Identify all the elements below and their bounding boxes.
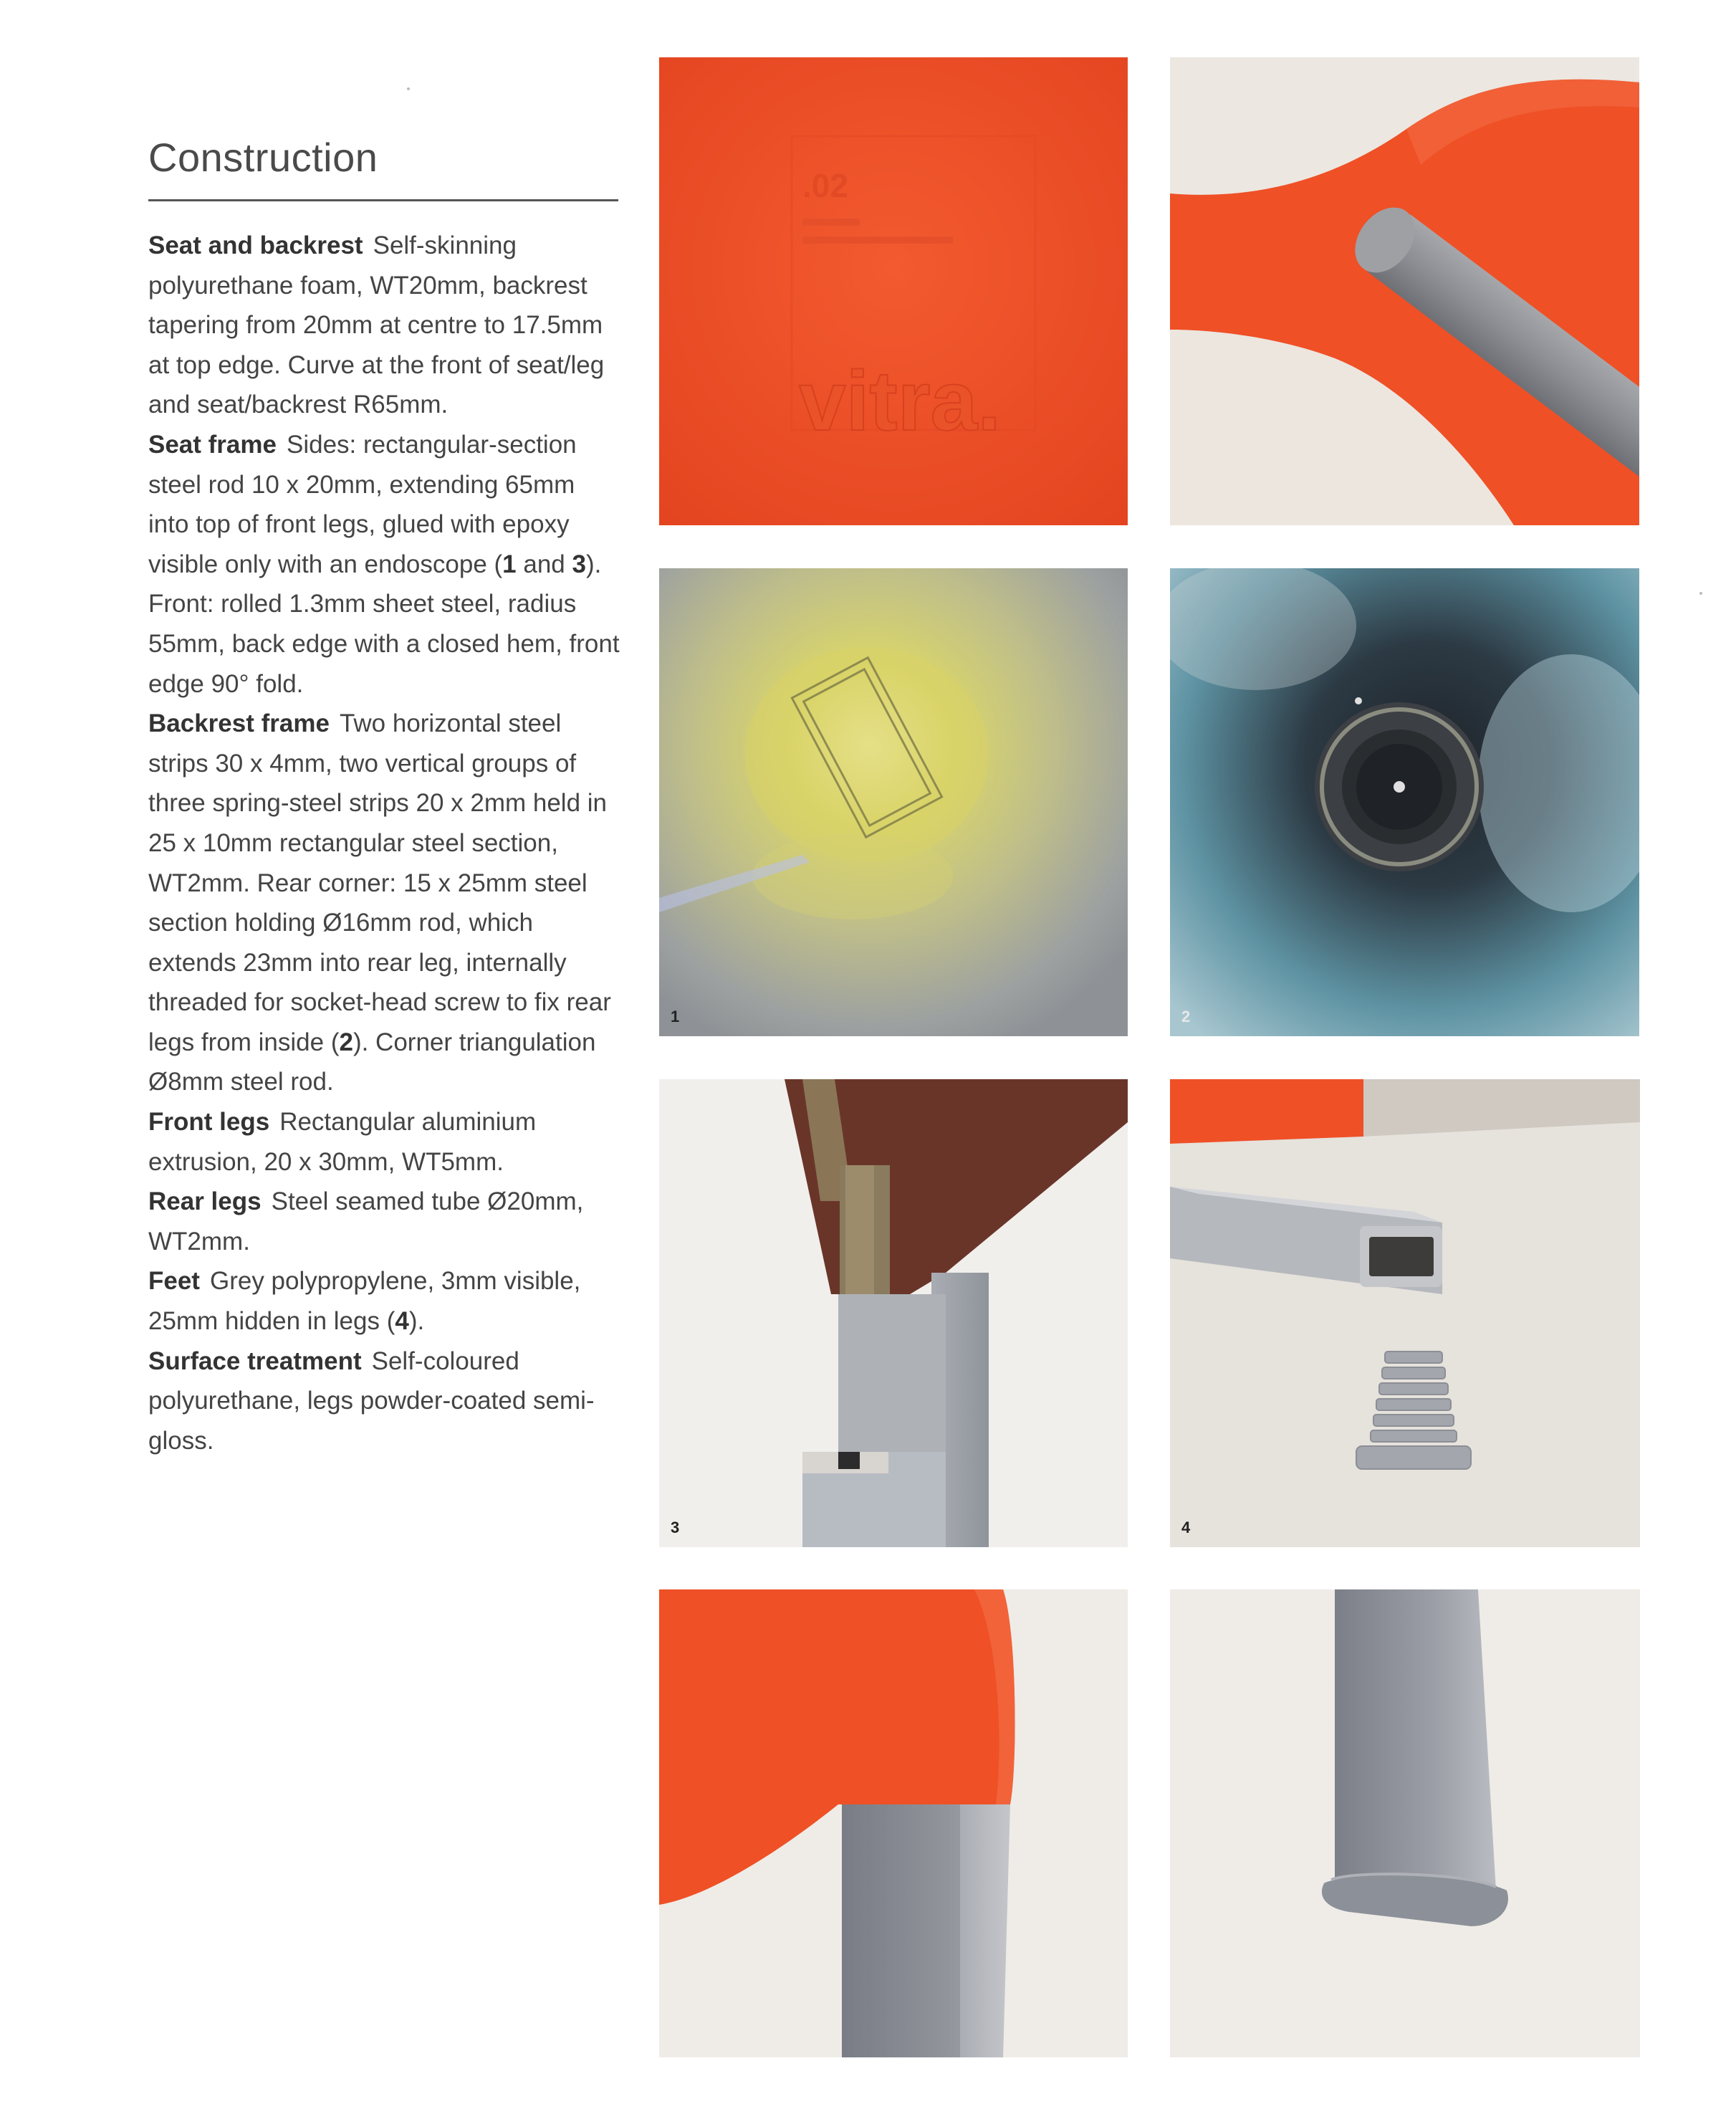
spec-text: Self-skinning polyurethane foam, WT20mm, backrest tapering from 20mm at centre to 17.5mm at top edge. Curve at the front of seat/leg and seat/backrest R65mm.: [148, 231, 605, 419]
photo-leg-section: [659, 1079, 1128, 1547]
page-title: Construction: [148, 135, 378, 180]
scan-speck: [1699, 592, 1702, 595]
spec-text: ).: [408, 1307, 425, 1336]
spec-label: Seat frame: [148, 430, 277, 459]
svg-text:.02: .02: [802, 167, 848, 204]
spec-text: and: [516, 550, 572, 578]
photo-seat-corner: [659, 1589, 1128, 2057]
foot-insert-image: [1170, 1079, 1640, 1547]
spec-feet: [148, 1261, 621, 1341]
spec-label: Front legs: [148, 1108, 270, 1137]
spec-label: Surface treatment: [148, 1347, 362, 1375]
figure-ref: 4: [395, 1307, 409, 1336]
endoscope-2-image: [1170, 568, 1639, 1036]
leg-section-image: [659, 1079, 1128, 1547]
photo-foot-insert: [1170, 1079, 1640, 1547]
photo-endoscope-1: [659, 568, 1128, 1036]
spec-front-legs: [148, 1102, 621, 1182]
spec-text: Two horizontal steel strips 30 x 4mm, two vertical groups of three spring-steel strips 20 x 2mm held in 25 x 10mm rectangular steel section, WT2mm. Rear corner: 15 x 25mm steel section holding Ø16mm rod, which extends 23mm into rear leg, internally threaded for socket-head screw to fix rear legs from inside (: [148, 709, 611, 1056]
spec-seat-and-backrest: [148, 226, 621, 425]
spec-text: Steel seamed tube Ø20mm, WT2mm.: [148, 1187, 584, 1256]
spec-label: Backrest frame: [148, 709, 330, 738]
spec-rear-legs: [148, 1182, 621, 1261]
embossed-logo: vitra.: [799, 354, 1002, 449]
endoscope-1-image: [659, 568, 1128, 1036]
photo-number: 3: [671, 1518, 680, 1536]
spec-backrest-frame: [148, 704, 621, 1102]
spec-text: ). Corner triangulation Ø8mm steel rod.: [148, 1028, 596, 1096]
spec-label: Seat and backrest: [148, 231, 363, 259]
seat-corner-image: [659, 1589, 1128, 2057]
spec-text: Grey polypropylene, 3mm visible, 25mm hidden in legs (: [148, 1267, 581, 1336]
photo-seat-rod: [1170, 57, 1639, 525]
photo-endoscope-2: [1170, 568, 1639, 1036]
scan-speck: [407, 87, 410, 90]
text-column: [148, 135, 621, 1460]
spec-text: ). Front: rolled 1.3mm sheet steel, radius 55mm, back edge with a closed hem, front edge 90° fold.: [148, 550, 620, 698]
spec-surface-treatment: [148, 1341, 621, 1461]
photo-number: 2: [1181, 1008, 1191, 1025]
seat-rod-image: [1170, 57, 1639, 525]
spec-seat-frame: [148, 425, 621, 704]
figure-ref: 1: [502, 550, 517, 578]
photo-embossed-logo: [659, 57, 1128, 525]
spec-label: Feet: [148, 1267, 200, 1296]
figure-ref: 2: [339, 1028, 353, 1056]
spec-label: Rear legs: [148, 1187, 262, 1216]
spec-text: Rectangular aluminium extrusion, 20 x 30mm, WT5mm.: [148, 1108, 537, 1176]
title-rule: [148, 199, 618, 201]
figure-ref: 3: [572, 550, 586, 578]
embossed-logo-image: [659, 57, 1128, 525]
spec-text: Self-coloured polyurethane, legs powder-coated semi-gloss.: [148, 1347, 595, 1455]
leg-foot-image: [1170, 1589, 1640, 2057]
spec-text: Sides: rectangular-section steel rod 10 x 20mm, extending 65mm into top of front legs, glued with epoxy visible only with an endoscope (: [148, 430, 577, 578]
photo-number: 1: [671, 1008, 680, 1025]
photo-number: 4: [1181, 1518, 1191, 1536]
photo-leg-foot: [1170, 1589, 1640, 2057]
